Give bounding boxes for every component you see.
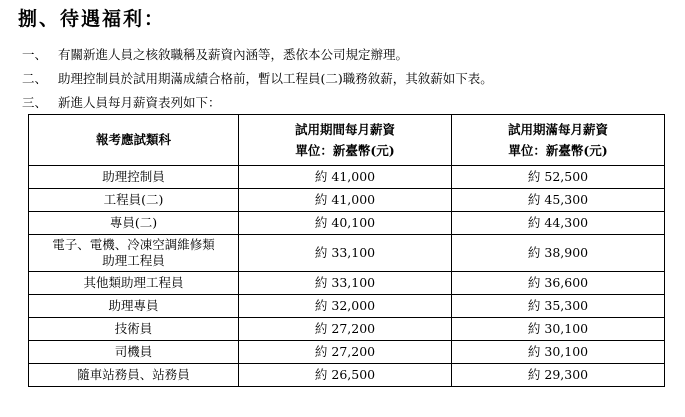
- cell-category: 司機員: [29, 341, 239, 364]
- list-item-number: 三、: [22, 95, 48, 110]
- header-after-title: 試用期滿每月薪資: [507, 122, 608, 137]
- cell-after-salary: 約 35,300: [452, 295, 665, 318]
- cell-after-salary: 約 45,300: [452, 189, 665, 212]
- cell-category-line1: 電子、電機、冷凍空調維修類: [52, 237, 215, 252]
- cell-probation-salary: 約 41,000: [239, 189, 452, 212]
- table-row: [29, 212, 665, 235]
- list-item-2: [22, 71, 493, 87]
- list-item-number: 二、: [22, 71, 48, 86]
- cell-category-line2: 助理工程員: [102, 253, 165, 268]
- cell-category: 助理控制員: [29, 166, 239, 189]
- table-row: [29, 166, 665, 189]
- header-after-salary: [452, 115, 665, 166]
- header-probation-salary: [239, 115, 452, 166]
- cell-category: 技術員: [29, 318, 239, 341]
- cell-category: [29, 235, 239, 272]
- list-item-text: 新進人員每月薪資表列如下：: [58, 95, 221, 110]
- cell-after-salary: 約 52,500: [452, 166, 665, 189]
- cell-after-salary: 約 44,300: [452, 212, 665, 235]
- table-header-row: [29, 115, 665, 166]
- cell-category: 其他類助理工程員: [29, 272, 239, 295]
- table-row: [29, 341, 665, 364]
- table-row: [29, 318, 665, 341]
- list-item-1: [22, 47, 408, 63]
- cell-probation-salary: 約 32,000: [239, 295, 452, 318]
- list-item-text: 有關新進人員之核敘職稱及薪資內涵等，悉依本公司規定辦理。: [58, 47, 409, 62]
- list-item-3: [22, 95, 221, 111]
- cell-after-salary: 約 30,100: [452, 318, 665, 341]
- cell-probation-salary: 約 33,100: [239, 235, 452, 272]
- cell-after-salary: 約 36,600: [452, 272, 665, 295]
- section-title: 捌、待遇福利：: [18, 8, 166, 30]
- cell-category: 助理專員: [29, 295, 239, 318]
- cell-after-salary: 約 38,900: [452, 235, 665, 272]
- cell-after-salary: 約 29,300: [452, 364, 665, 387]
- table-row: [29, 272, 665, 295]
- cell-probation-salary: 約 41,000: [239, 166, 452, 189]
- header-probation-unit: 單位：新臺幣(元): [295, 143, 395, 158]
- table-row: [29, 364, 665, 387]
- table-row: [29, 235, 665, 272]
- cell-after-salary: 約 30,100: [452, 341, 665, 364]
- table-row: [29, 295, 665, 318]
- cell-probation-salary: 約 27,200: [239, 318, 452, 341]
- header-probation-title: 試用期間每月薪資: [294, 122, 395, 137]
- cell-probation-salary: 約 26,500: [239, 364, 452, 387]
- header-after-unit: 單位：新臺幣(元): [508, 143, 608, 158]
- cell-category: 工程員(二): [29, 189, 239, 212]
- list-item-number: 一、: [22, 47, 48, 62]
- salary-table: [28, 114, 665, 387]
- cell-probation-salary: 約 27,200: [239, 341, 452, 364]
- cell-category: 隨車站務員、站務員: [29, 364, 239, 387]
- cell-probation-salary: 約 33,100: [239, 272, 452, 295]
- header-category: 報考應試類科: [29, 115, 239, 166]
- table-row: [29, 189, 665, 212]
- cell-probation-salary: 約 40,100: [239, 212, 452, 235]
- list-item-text: 助理控制員於試用期滿成績合格前，暫以工程員(二)職務敘薪，其敘薪如下表。: [58, 71, 493, 86]
- cell-category: 專員(二): [29, 212, 239, 235]
